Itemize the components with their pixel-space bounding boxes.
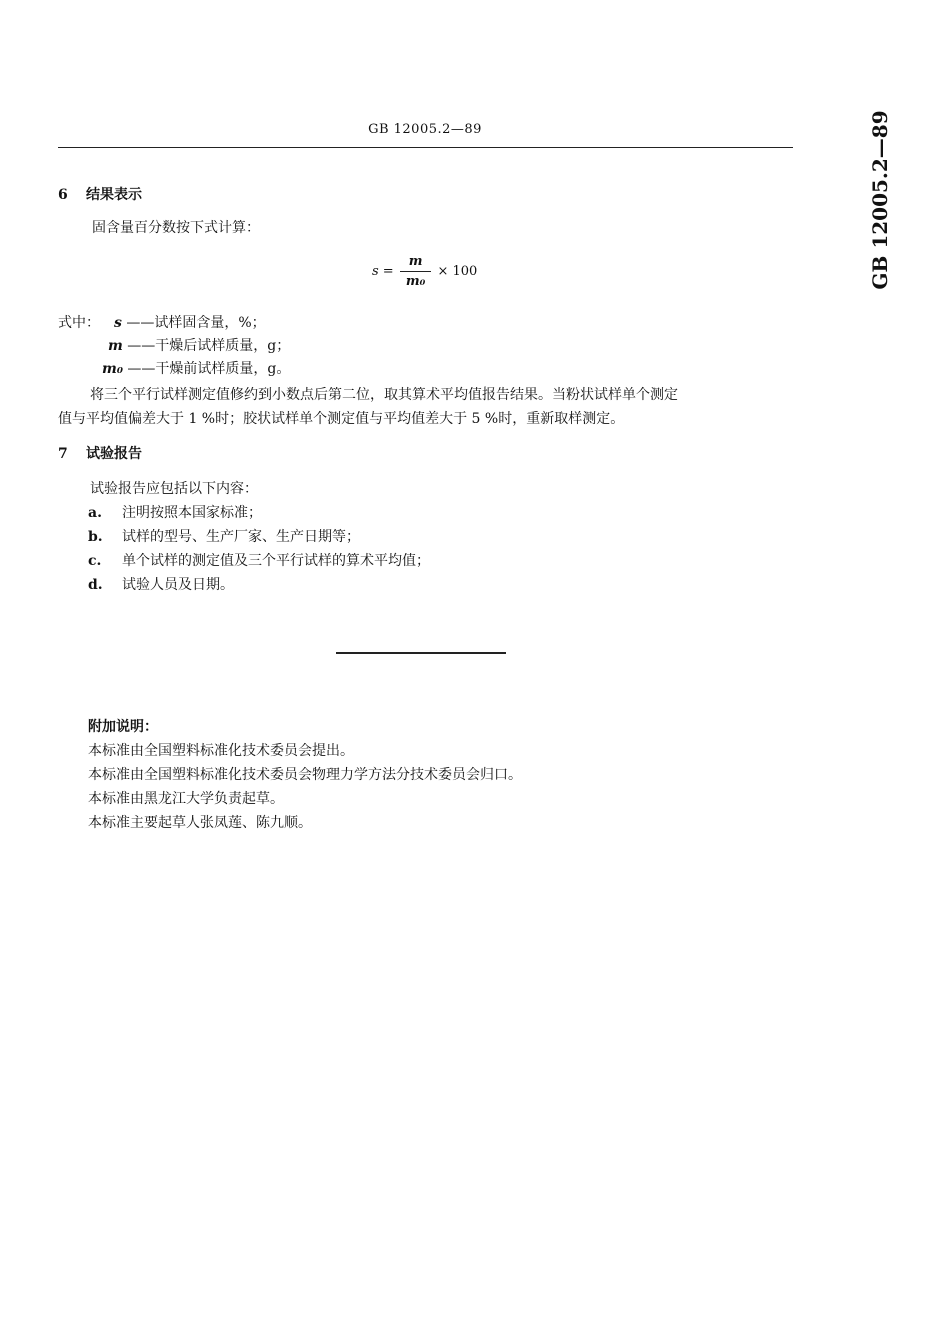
appendix-line: 本标准由全国塑料标准化技术委员会物理力学方法分技术委员会归口。	[88, 767, 522, 783]
where-label: 式中：	[58, 315, 100, 331]
end-of-standard-rule	[336, 652, 506, 654]
var-symbol: m	[108, 338, 123, 354]
result-paragraph-line-2: 值与平均值偏差大于 1 %时；胶状试样单个测定值与平均值差大于 5 %时，重新取样测定。	[58, 411, 625, 427]
var-s	[114, 312, 266, 332]
var-desc: ——试样固含量，%；	[126, 315, 266, 331]
result-paragraph-line-1: 将三个平行试样测定值修约到小数点后第二位，取其算术平均值报告结果。当粉状试样单个测定	[90, 387, 678, 403]
list-item-text: 试验人员及日期。	[122, 577, 234, 593]
list-item-text: 试样的型号、生产厂家、生产日期等；	[122, 529, 360, 545]
formula-numerator: m	[408, 254, 423, 269]
formula-lhs: s =	[372, 264, 394, 279]
var-desc: ——干燥前试样质量，g。	[127, 361, 291, 377]
var-symbol: s	[114, 315, 122, 331]
var-m	[108, 335, 290, 355]
list-item	[88, 502, 262, 522]
section-7-intro: 试验报告应包括以下内容：	[90, 481, 258, 497]
fraction-bar	[400, 271, 431, 272]
section-6-intro: 固含量百分数按下式计算：	[92, 220, 260, 236]
section-7-title: 试验报告	[86, 446, 142, 462]
side-standard-code: GB 12005.2—89	[868, 110, 892, 290]
section-6-number: 6	[58, 187, 68, 203]
var-symbol: m₀	[102, 361, 123, 377]
section-7-heading	[58, 443, 142, 463]
header-rule	[58, 147, 793, 148]
formula-tail: × 100	[437, 264, 478, 279]
var-desc: ——干燥后试样质量，g；	[127, 338, 291, 354]
list-item	[88, 574, 234, 594]
section-7-number: 7	[58, 446, 68, 462]
section-6-heading	[58, 184, 142, 204]
list-item-label: b.	[88, 529, 103, 545]
list-item	[88, 526, 360, 546]
formula-denominator: m₀	[405, 274, 426, 289]
appendix-line: 本标准主要起草人张凤莲、陈九顺。	[88, 815, 312, 831]
page-header-code: GB 12005.2—89	[368, 122, 482, 137]
appendix-title: 附加说明：	[88, 719, 158, 735]
section-6-title: 结果表示	[86, 187, 142, 203]
list-item-text: 注明按照本国家标准；	[122, 505, 262, 521]
list-item	[88, 550, 430, 570]
formula-fraction	[400, 254, 431, 289]
list-item-label: a.	[88, 505, 102, 521]
appendix-line: 本标准由黑龙江大学负责起草。	[88, 791, 284, 807]
list-item-text: 单个试样的测定值及三个平行试样的算术平均值；	[122, 553, 430, 569]
solid-content-formula	[372, 254, 477, 289]
appendix-line: 本标准由全国塑料标准化技术委员会提出。	[88, 743, 354, 759]
list-item-label: d.	[88, 577, 103, 593]
list-item-label: c.	[88, 553, 102, 569]
var-m0	[102, 358, 290, 378]
